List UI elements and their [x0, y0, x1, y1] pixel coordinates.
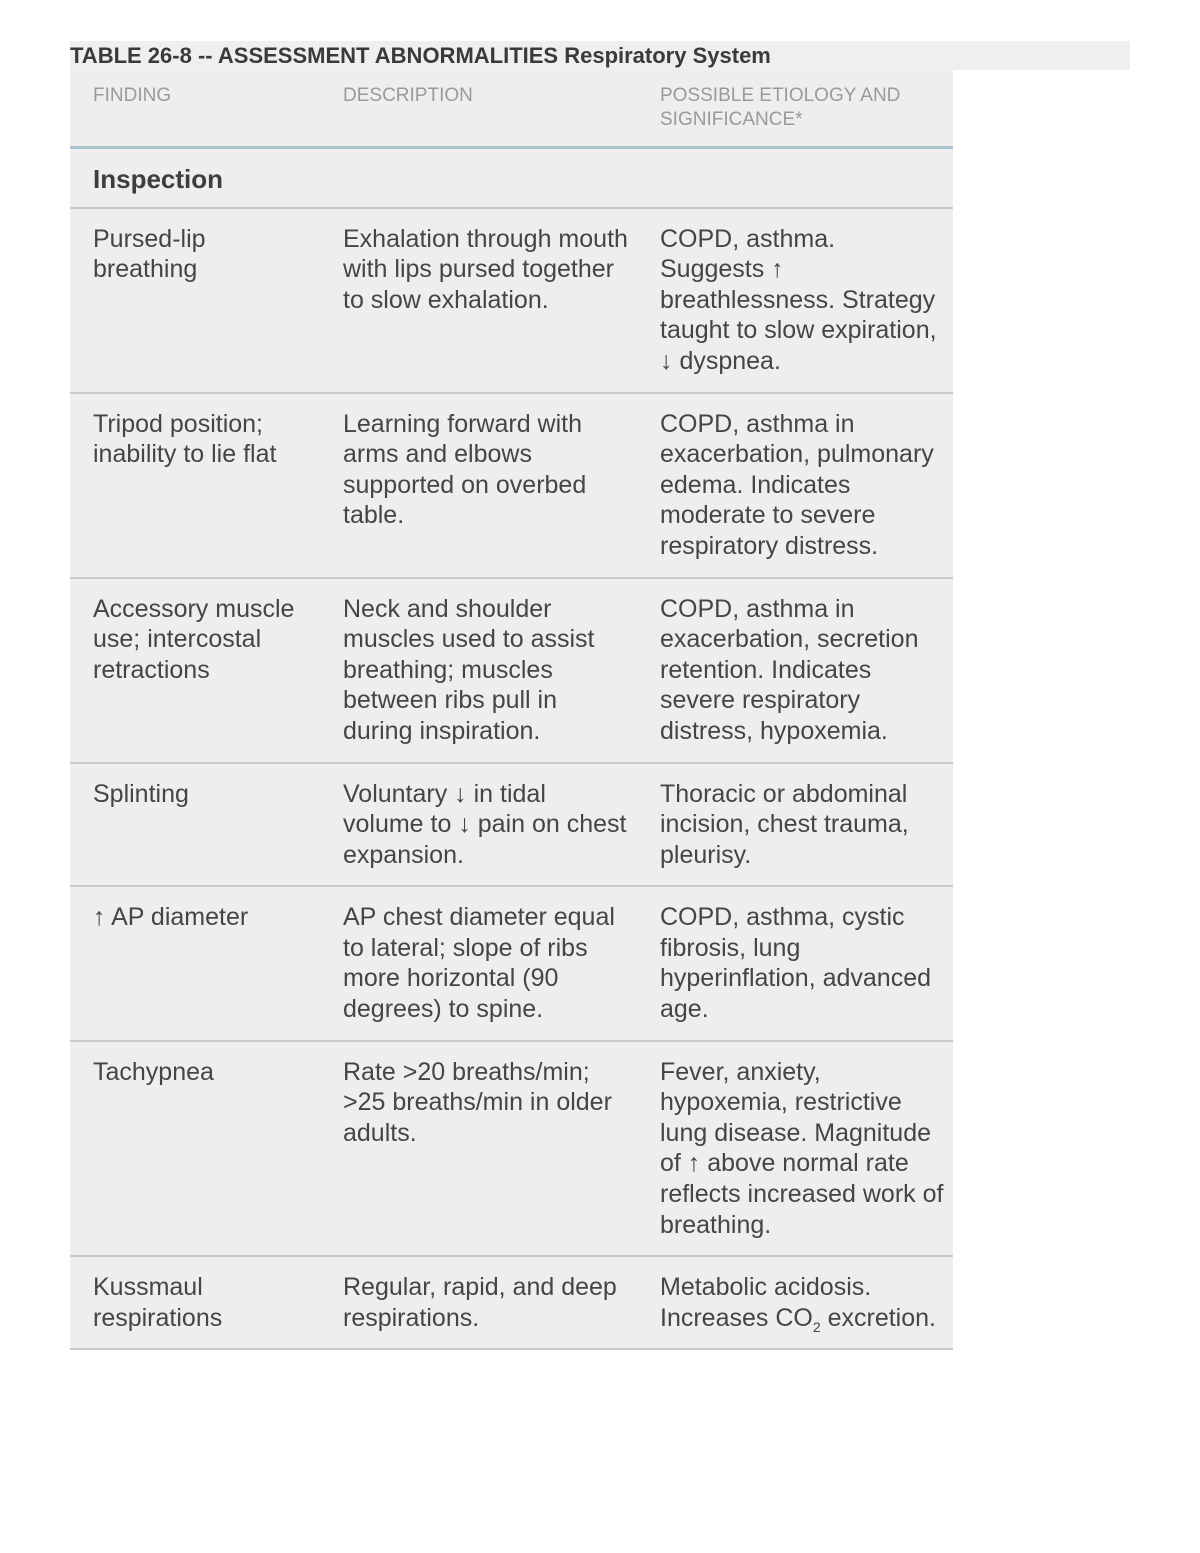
etiology-text: Metabolic acidosis. Increases CO — [660, 1273, 872, 1332]
cell-etiology — [637, 1256, 953, 1349]
cell-description: Neck and shoulder muscles used to assist breathing; muscles between ribs pull in during inspiration. — [320, 578, 637, 763]
cell-finding: Tachypnea — [70, 1041, 320, 1257]
table-title: TABLE 26-8 -- ASSESSMENT ABNORMALITIES Respiratory System — [70, 43, 771, 68]
cell-description: Regular, rapid, and deep respirations. — [320, 1256, 637, 1349]
cell-finding: Splinting — [70, 763, 320, 887]
cell-etiology: Fever, anxiety, hypoxemia, restrictive lung disease. Magnitude of ↑ above normal rate reflects increased work of breathing. — [637, 1041, 953, 1257]
cell-finding: Pursed-lip breathing — [70, 208, 320, 393]
cell-description: Voluntary ↓ in tidal volume to ↓ pain on chest expansion. — [320, 763, 637, 887]
cell-etiology: Thoracic or abdominal incision, chest trauma, pleurisy. — [637, 763, 953, 887]
header-etiology-line1: POSSIBLE ETIOLOGY AND — [660, 85, 901, 106]
cell-finding: Accessory muscle use; intercostal retractions — [70, 578, 320, 763]
assessment-table — [70, 70, 953, 1350]
cell-description: Learning forward with arms and elbows supported on overbed table. — [320, 393, 637, 578]
cell-etiology: COPD, asthma in exacerbation, pulmonary edema. Indicates moderate to severe respiratory distress. — [637, 393, 953, 578]
table-row — [70, 886, 953, 1040]
assessment-table-container — [70, 70, 953, 1350]
cell-finding: Tripod position; inability to lie flat — [70, 393, 320, 578]
header-row — [70, 70, 953, 148]
cell-description: Exhalation through mouth with lips pursed together to slow exhalation. — [320, 208, 637, 393]
section-row — [70, 148, 953, 208]
subscript-2: 2 — [812, 1318, 821, 1335]
header-etiology — [637, 70, 953, 148]
header-etiology-line2: SIGNIFICANCE* — [660, 109, 803, 130]
table-row — [70, 208, 953, 393]
cell-description: AP chest diameter equal to lateral; slope of ribs more horizontal (90 degrees) to spine. — [320, 886, 637, 1040]
cell-etiology: COPD, asthma, cystic fibrosis, lung hyperinflation, advanced age. — [637, 886, 953, 1040]
cell-etiology: COPD, asthma in exacerbation, secretion retention. Indicates severe respiratory distress, hypoxemia. — [637, 578, 953, 763]
table-row — [70, 578, 953, 763]
cell-finding: ↑ AP diameter — [70, 886, 320, 1040]
table-row — [70, 763, 953, 887]
etiology-text-suffix: excretion. — [820, 1303, 936, 1332]
header-finding: FINDING — [70, 70, 320, 148]
table-row — [70, 393, 953, 578]
table-row — [70, 1256, 953, 1349]
cell-finding: Kussmaul respirations — [70, 1256, 320, 1349]
cell-description: Rate >20 breaths/min; >25 breaths/min in older adults. — [320, 1041, 637, 1257]
header-description: DESCRIPTION — [320, 70, 637, 148]
table-row — [70, 1041, 953, 1257]
cell-etiology: COPD, asthma. Suggests ↑ breathlessness. Strategy taught to slow expiration, ↓ dyspnea. — [637, 208, 953, 393]
section-inspection: Inspection — [70, 148, 953, 208]
